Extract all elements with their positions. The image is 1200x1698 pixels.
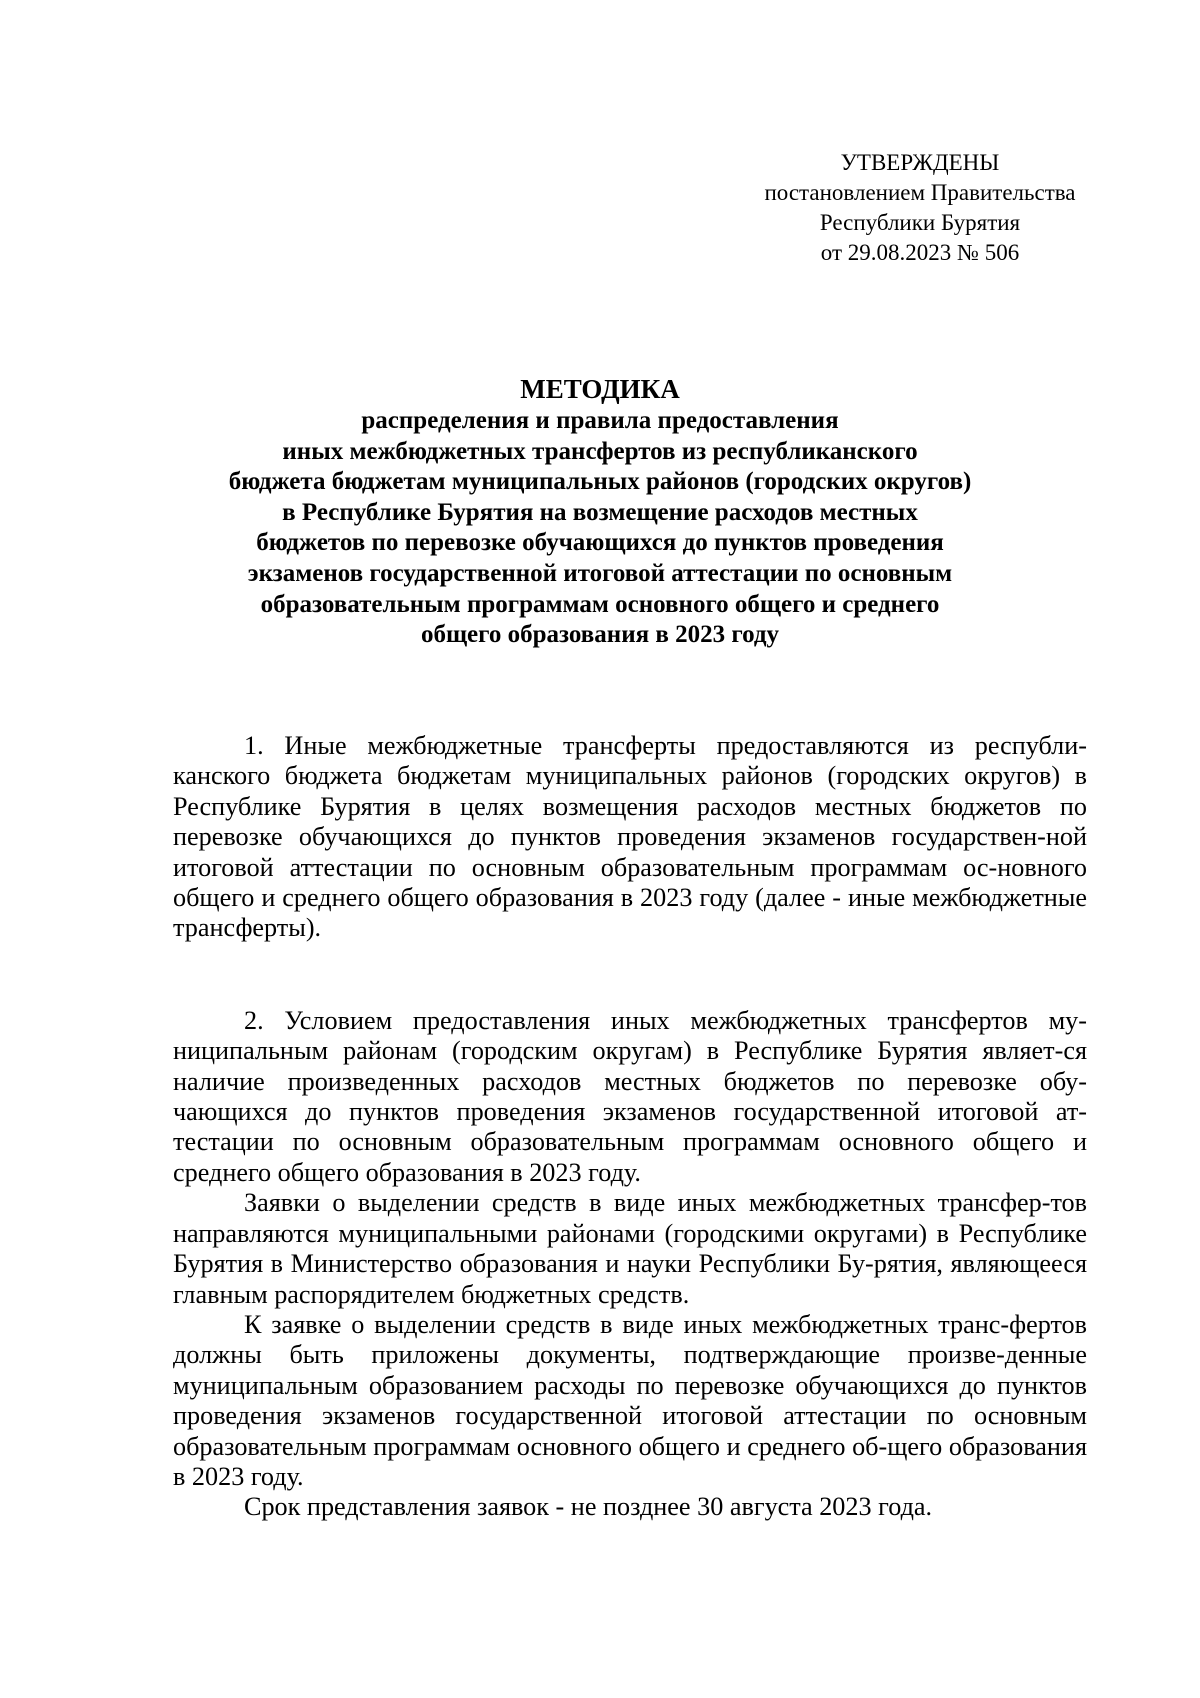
document-body bbox=[173, 731, 1087, 1523]
approval-stamp-block bbox=[740, 148, 1100, 268]
paragraph-applications: Заявки о выделении средств в виде иных межбюджетных трансфер-тов направляются муниципальными районами (городскими округами) в Республике Бурятия в Министерство образования и науки Республики Бу-рятия, являющееся главным распорядителем бюджетных средств. bbox=[173, 1188, 1087, 1309]
paragraph-deadline: Срок представления заявок - не позднее 30 августа 2023 года. bbox=[244, 1492, 933, 1522]
document-title: МЕТОДИКА bbox=[520, 374, 680, 404]
paragraph-spacer bbox=[173, 944, 1087, 1006]
approval-date-line: от 29.08.2023 № 506 bbox=[820, 240, 1020, 265]
title-line: распределения и правила предоставления bbox=[361, 407, 839, 434]
title-line: бюджетов по перевозке обучающихся до пунктов проведения bbox=[256, 529, 944, 557]
title-line: бюджета бюджетам муниципальных районов (городских округов) bbox=[228, 468, 972, 496]
title-line: в Республике Бурятия на возмещение расходов местных bbox=[282, 498, 918, 526]
approval-heading: УТВЕРЖДЕНЫ bbox=[840, 150, 1000, 175]
title-line: иных межбюджетных трансфертов из республиканского bbox=[282, 437, 918, 465]
paragraph-2: 2. Условием предоставления иных межбюджетных трансфертов му-ниципальным районам (городским округам) в Республике Бурятия являет-ся наличие произведенных расходов местных бюджетов по перевозке обу-чающихся до пунктов проведения экзаменов государственной итоговой ат-тестации по основным образовательным программам основного общего и среднего общего образования в 2023 году. bbox=[173, 1005, 1087, 1187]
paragraph-1: 1. Иные межбюджетные трансферты предоставляются из республи-канского бюджета бюджетам муниципальных районов (городских округов) в Республике Бурятия в целях возмещения расходов местных бюджетов по перевозке обучающихся до пунктов проведения экзаменов государствен-ной итоговой аттестации по основным образовательным программам ос-новного общего и среднего общего образования в 2023 году (далее - иные межбюджетные трансферты). bbox=[173, 731, 1087, 943]
title-line: экзаменов государственной итоговой аттестации по основным bbox=[247, 559, 953, 587]
paragraph-attachments: К заявке о выделении средств в виде иных межбюджетных транс-фертов должны быть приложены документы, подтверждающие произве-денные муниципальным образованием расходы по перевозке обучающихся до пунктов проведения экзаменов государственной итоговой аттестации по основным образовательным программам основного общего и среднего об-щего образования в 2023 году. bbox=[173, 1309, 1087, 1491]
approval-decree-line: постановлением Правительства bbox=[764, 180, 1076, 205]
title-line: общего образования в 2023 году bbox=[420, 621, 780, 649]
document-title-block bbox=[140, 372, 1060, 651]
title-line: образовательным программам основного общего и среднего bbox=[260, 590, 940, 618]
approval-republic-line: Республики Бурятия bbox=[819, 210, 1021, 235]
